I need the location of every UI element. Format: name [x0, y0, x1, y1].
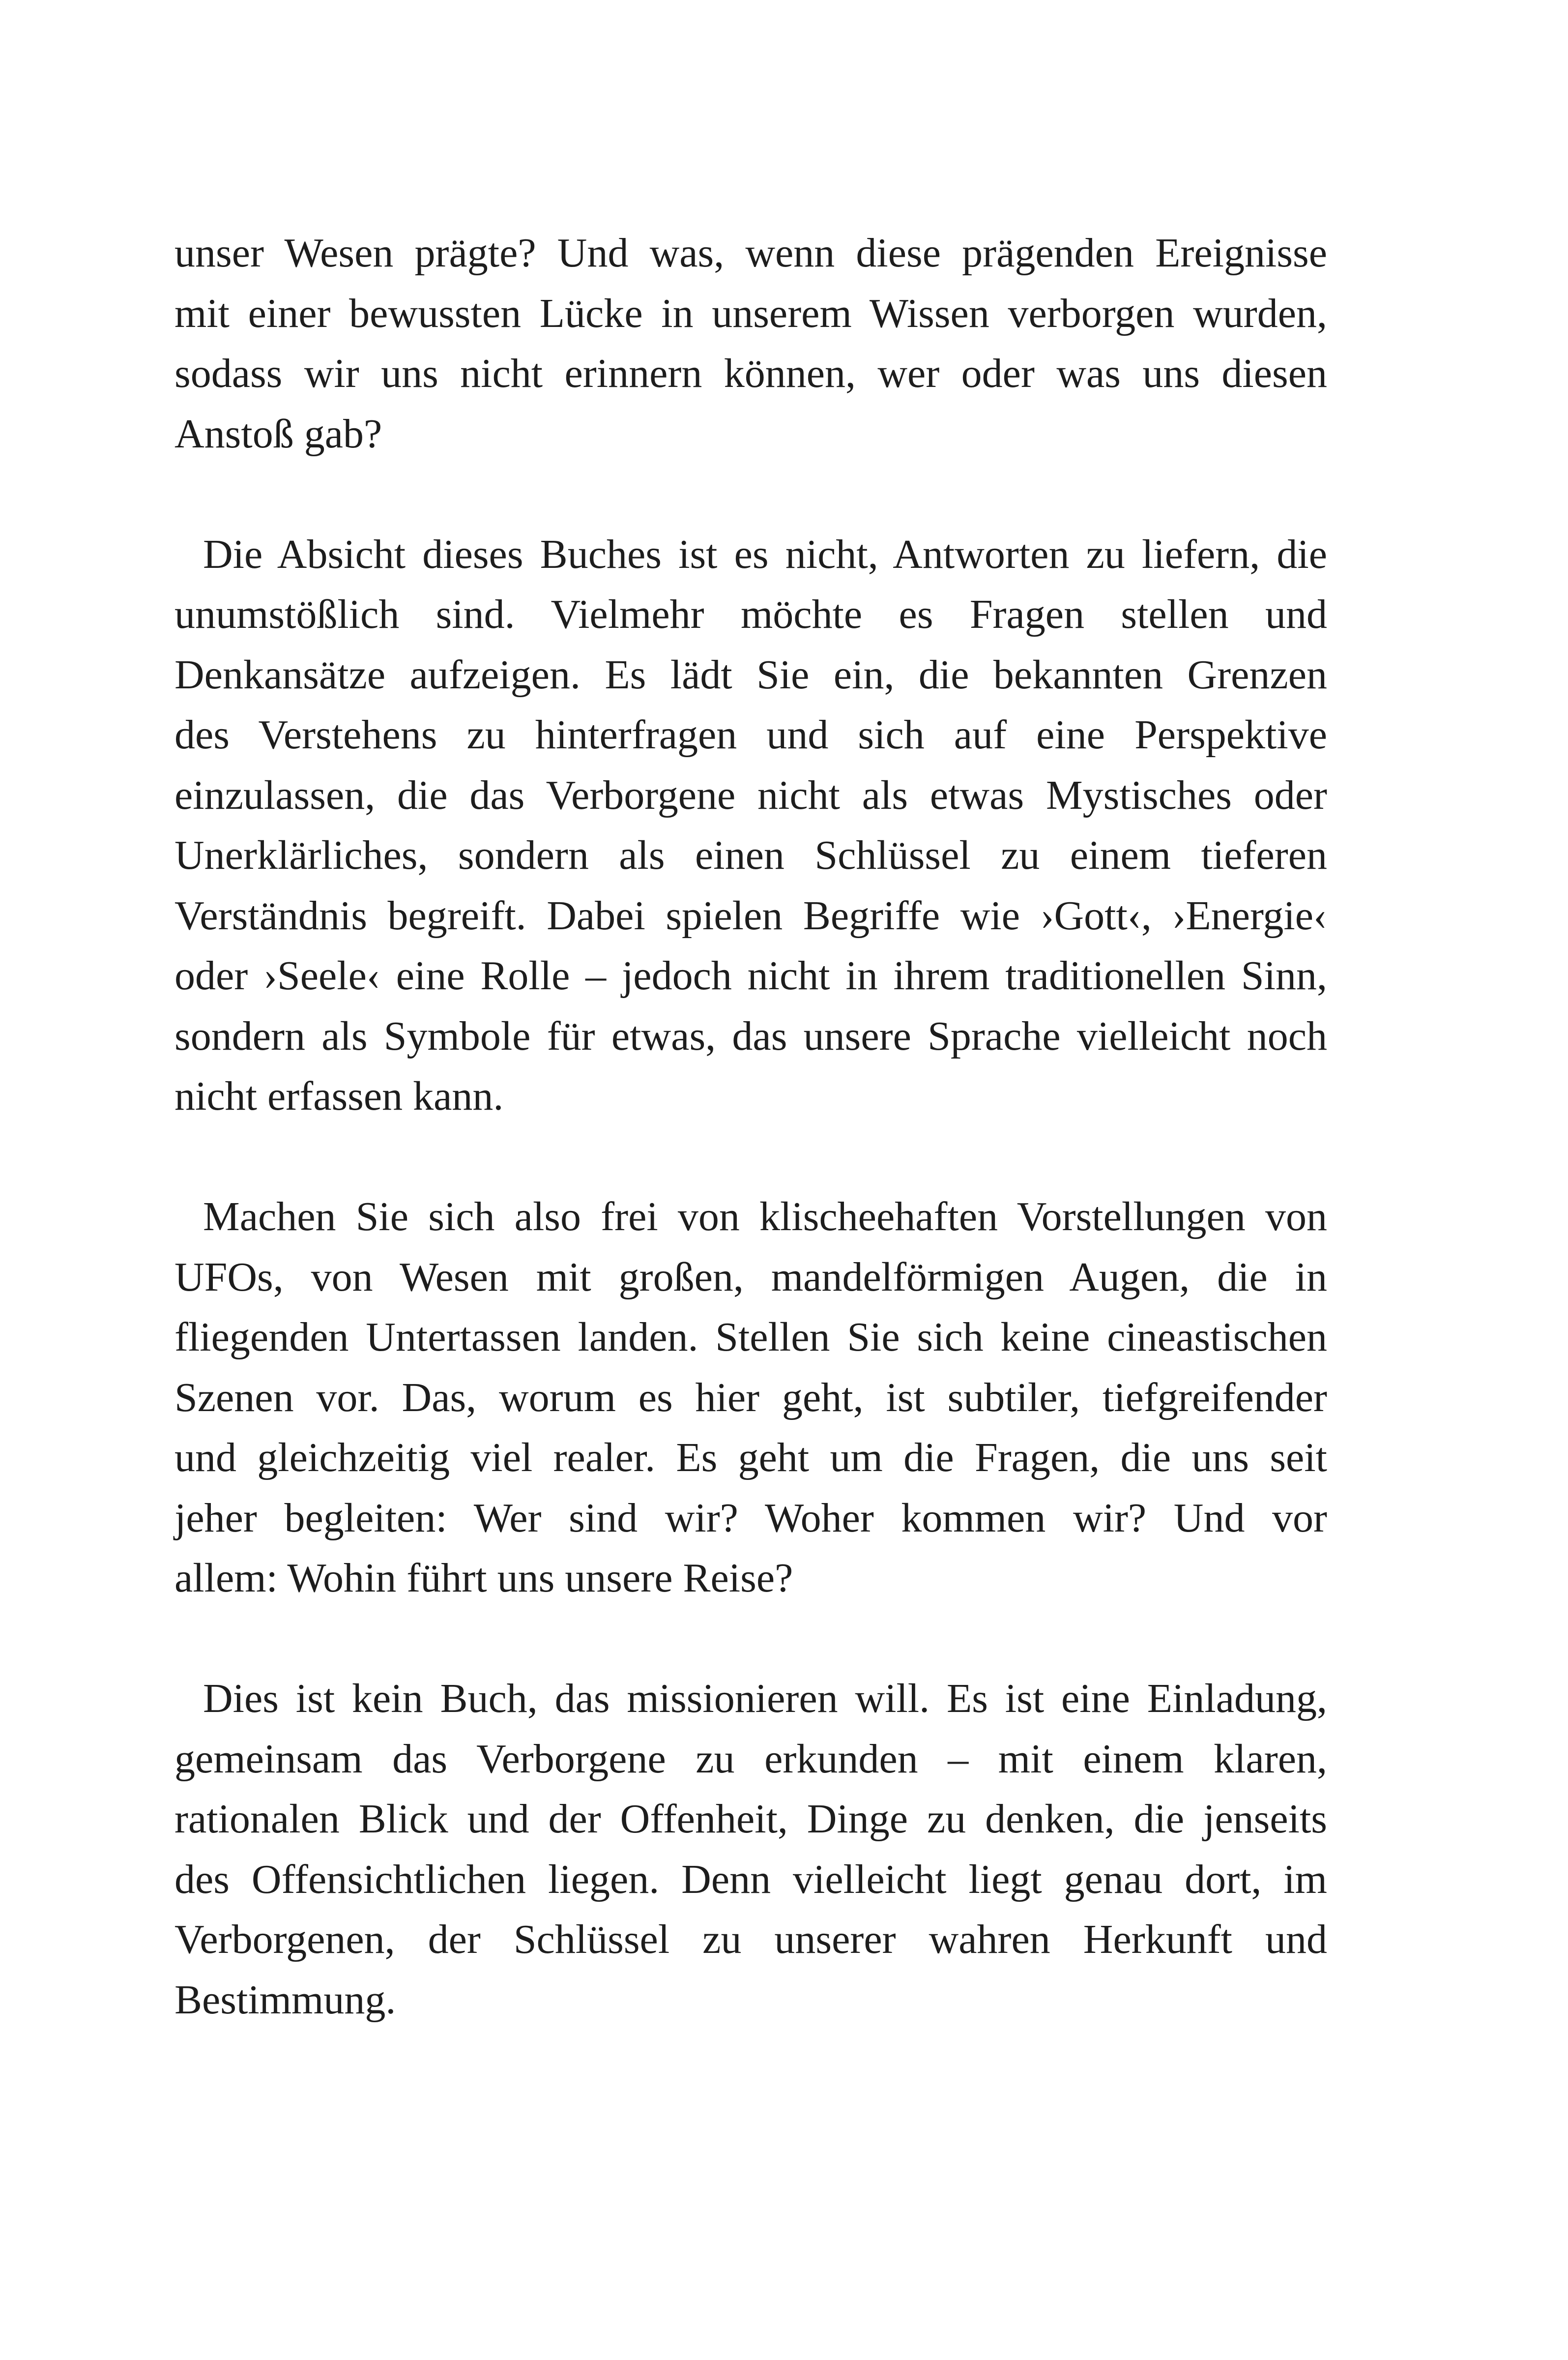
text-line: Anstoß gab? [174, 411, 382, 457]
text-line: Bestimmung. [174, 1976, 396, 2023]
text-line: UFOs, von Wesen mit großen, mandelförmigen Augen, die in [174, 1254, 1327, 1300]
paragraph-3 [174, 1187, 1327, 1609]
text-line: sondern als Symbole für etwas, das unsere Sprache vielleicht noch [174, 1013, 1327, 1059]
text-line: unser Wesen prägte? Und was, wenn diese prägenden Ereignisse [174, 230, 1327, 276]
text-line: gemeinsam das Verborgene zu erkunden – mit einem klaren, [174, 1736, 1327, 1782]
text-line: Denkansätze aufzeigen. Es lädt Sie ein, die bekannten Grenzen [174, 651, 1327, 698]
text-line: oder ›Seele‹ eine Rolle – jedoch nicht in ihrem traditionellen Sinn, [174, 953, 1327, 999]
text-line: Verborgenen, der Schlüssel zu unserer wahren Herkunft und [174, 1917, 1327, 1962]
body-text [174, 223, 1327, 2091]
text-line: unumstößlich sind. Vielmehr möchte es Fragen stellen und [174, 591, 1327, 637]
text-line: Verständnis begreift. Dabei spielen Begriffe wie ›Gott‹, ›Energie‹ [174, 892, 1327, 939]
text-line: mit einer bewussten Lücke in unserem Wissen verborgen wurden, [174, 290, 1327, 336]
text-line: nicht erfassen kann. [174, 1073, 504, 1119]
text-line: Die Absicht dieses Buches ist es nicht, Antworten zu liefern, die [203, 531, 1327, 577]
text-line: rationalen Blick und der Offenheit, Dinge zu denken, die jenseits [174, 1796, 1327, 1842]
text-line: Machen Sie sich also frei von klischeehaften Vorstellungen von [203, 1194, 1327, 1239]
text-line: Szenen vor. Das, worum es hier geht, ist subtiler, tiefgreifender [174, 1374, 1327, 1420]
text-line: Dies ist kein Buch, das missionieren will. Es ist eine Einladung, [203, 1676, 1327, 1721]
text-line: allem: Wohin führt uns unsere Reise? [174, 1555, 793, 1601]
text-line: Unerklärliches, sondern als einen Schlüssel zu einem tieferen [174, 832, 1327, 878]
paragraph-1 [174, 223, 1327, 464]
paragraph-4 [174, 1669, 1327, 2030]
text-line: einzulassen, die das Verborgene nicht als etwas Mystisches oder [174, 772, 1327, 818]
text-line: sodass wir uns nicht erinnern können, wer oder was uns diesen [174, 351, 1327, 396]
text-line: des Offensichtlichen liegen. Denn vielleicht liegt genau dort, im [174, 1856, 1327, 1902]
text-line: fliegenden Untertassen landen. Stellen Sie sich keine cineastischen [174, 1314, 1327, 1360]
text-line: und gleichzeitig viel realer. Es geht um die Fragen, die uns seit [174, 1435, 1327, 1480]
text-line: des Verstehens zu hinterfragen und sich auf eine Perspektive [174, 712, 1327, 758]
text-line: jeher begleiten: Wer sind wir? Woher kommen wir? Und vor [174, 1495, 1327, 1541]
paragraph-2 [174, 525, 1327, 1127]
